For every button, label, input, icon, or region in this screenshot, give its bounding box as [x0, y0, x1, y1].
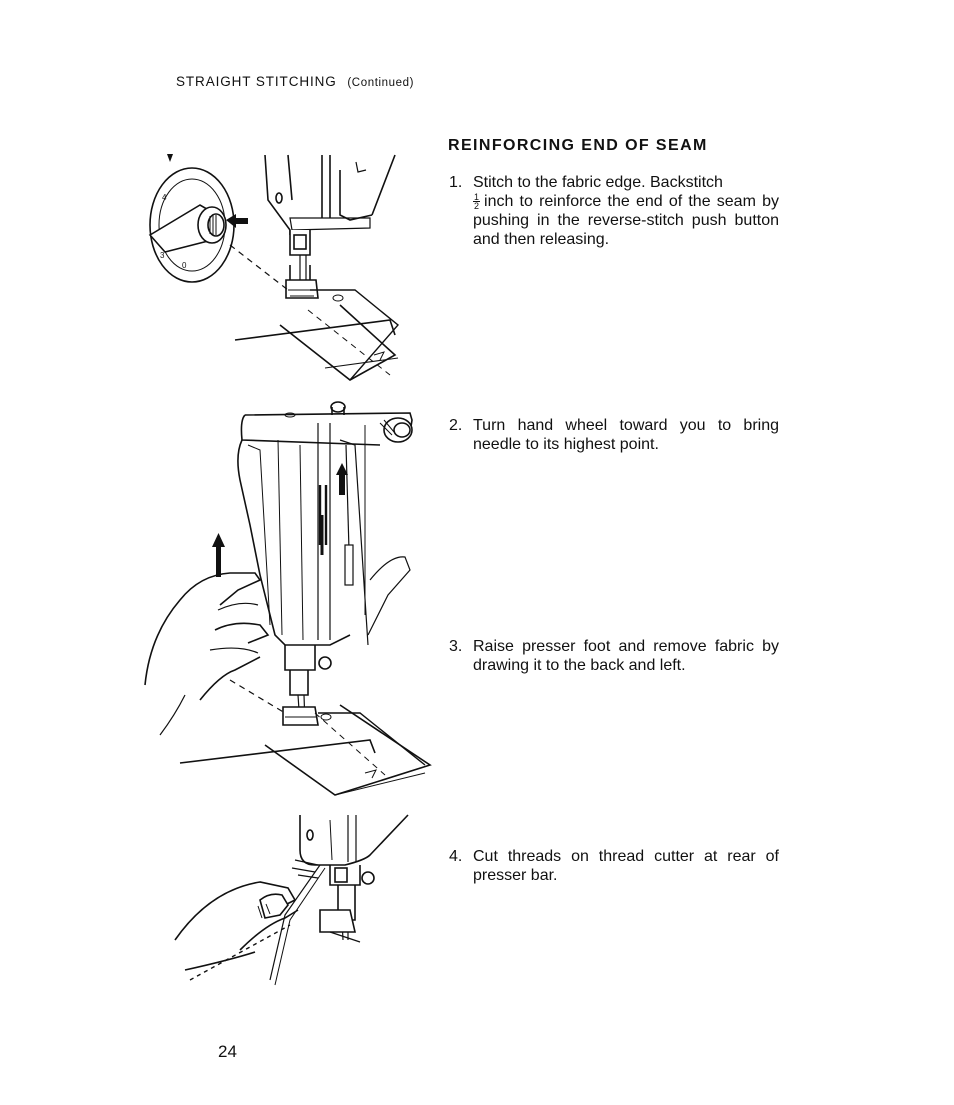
step-2	[449, 416, 779, 454]
step-number: 1.	[449, 174, 463, 191]
step-4	[449, 847, 779, 885]
svg-text:4: 4	[162, 193, 167, 202]
dial-pointer-icon	[167, 154, 173, 162]
fraction-numerator: 1	[474, 192, 480, 203]
cutter-flash-icon	[292, 860, 318, 878]
running-head-title: STRAIGHT STITCHING	[176, 74, 337, 89]
step-number: 3.	[449, 638, 463, 655]
step-number: 2.	[449, 417, 463, 434]
svg-text:0: 0	[182, 261, 187, 270]
thumb	[260, 894, 288, 918]
step-text	[473, 173, 779, 249]
running-head-continued: (Continued)	[347, 77, 415, 89]
step-text: Cut threads on thread cutter at rear of presser bar.	[473, 848, 779, 884]
illustration-hand-wheel-raising-needle	[140, 395, 435, 805]
step-1	[449, 173, 779, 249]
illustration-reverse-stitch-button	[140, 140, 420, 390]
step-text-part-1: Stitch to the fabric edge. Backstitch	[473, 174, 723, 191]
step-text: Turn hand wheel toward you to bring needle to its highest point.	[473, 417, 779, 453]
turn-direction-arrow-icon	[212, 533, 225, 577]
hand-wheel	[384, 418, 412, 442]
half-fraction	[473, 193, 480, 210]
running-head	[176, 74, 414, 89]
step-text: Raise presser foot and remove fabric by drawing it to the back and left.	[473, 638, 779, 674]
step-text-part-2: inch to reinforce the end of the seam by pushing in the reverse-stitch push button and then releasing.	[473, 193, 779, 248]
page-number: 24	[218, 1042, 237, 1061]
push-arrow-icon	[226, 214, 248, 228]
svg-text:3: 3	[160, 251, 165, 260]
section-title: REINFORCING END OF SEAM	[448, 137, 708, 154]
illustration-thread-cutter	[170, 810, 420, 1000]
step-3	[449, 637, 779, 675]
step-number: 4.	[449, 848, 463, 865]
fraction-denominator: 2	[474, 201, 480, 212]
